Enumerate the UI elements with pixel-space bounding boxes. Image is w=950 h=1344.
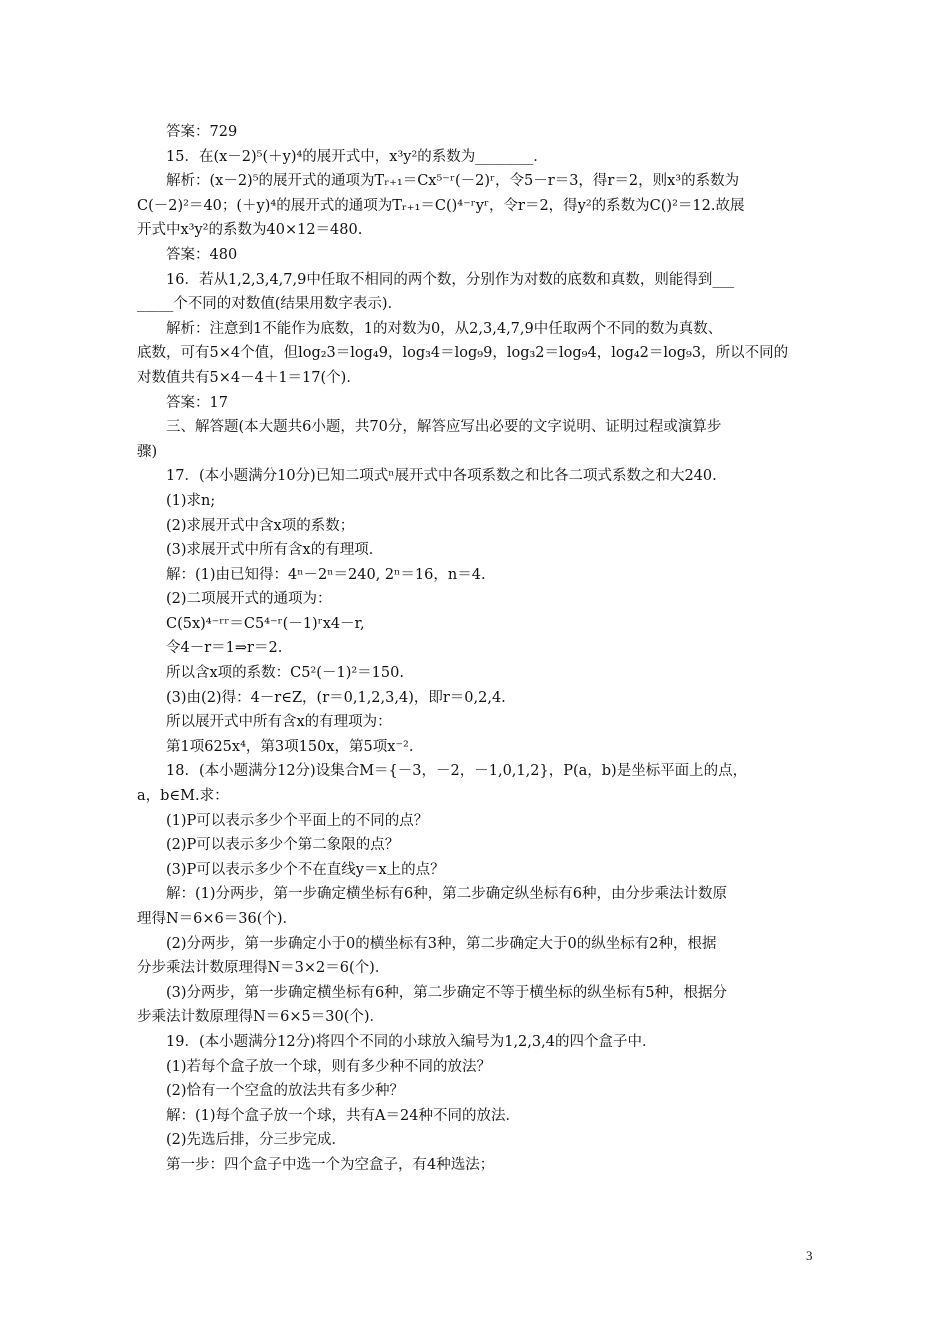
text-line: 19．(本小题满分12分)将四个不同的小球放入编号为1,2,3,4的四个盒子中．: [166, 1033, 657, 1050]
text-line: (1)求n;: [166, 492, 216, 509]
text-line: 理得N＝6×6＝36(个)．: [137, 911, 298, 927]
document-body: [137, 120, 817, 1178]
text-line: 答案：480: [166, 246, 238, 263]
text-line: 解析：(x－2)⁵的展开式的通项为Tᵣ₊₁＝Cx⁵⁻ʳ(－2)ʳ，令5－r＝3，得r＝2，则x³的系数为: [166, 173, 740, 190]
text-line: (2)先选后排，分三步完成．: [166, 1132, 347, 1149]
text-line: (1)若每个盒子放一个球，则有多少种不同的放法？: [166, 1058, 492, 1075]
text-line: 所以含x项的系数：C5²(－1)²＝150.: [166, 665, 404, 682]
text-line: 解析：注意到1不能作为底数，1的对数为0，从2,3,4,7,9中任取两个不同的数为真数、: [166, 320, 723, 337]
text-line: 答案：729: [166, 124, 238, 140]
text-line: 第一步：四个盒子中选一个为空盒子，有4种选法；: [166, 1156, 495, 1173]
text-line: (2)恰有一个空盒的放法共有多少种？: [166, 1083, 405, 1100]
text-line: a，b∈M.求：: [137, 788, 229, 805]
text-line: 三、解答题(本大题共6小题，共70分，解答应写出必要的文字说明、证明过程或演算步: [166, 419, 722, 436]
text-line: (2)二项展开式的通项为：: [166, 591, 332, 608]
page-number: 3: [806, 1248, 813, 1263]
text-line: (1)P可以表示多少个平面上的不同的点？: [166, 812, 429, 829]
text-line: 解：(1)由已知得：4ⁿ－2ⁿ＝240, 2ⁿ＝16，n＝4.: [166, 566, 486, 583]
text-line: (3)P可以表示多少个不在直线y＝x上的点？: [166, 861, 445, 878]
text-line: 17．(本小题满分10分)已知二项式ⁿ展开式中各项系数之和比各二项式系数之和大240.: [166, 468, 717, 485]
text-line: 第1项625x⁴，第3项150x，第5项x⁻².: [166, 738, 414, 755]
text-line: (2)P可以表示多少个第二象限的点？: [166, 837, 400, 854]
text-line: 答案：17: [166, 394, 228, 411]
text-line: (3)求展开式中所有含x的有理项．: [166, 542, 384, 559]
text-line: 16．若从1,2,3,4,7,9中任取不相同的两个数，分别作为对数的底数和真数，则能得到___: [166, 271, 735, 288]
text-line: 底数，可有5×4个值，但log₂3＝log₄9，log₃4＝log₉9，log₃2＝log₉4，log₄2＝log₉3，所以不同的: [137, 345, 789, 362]
text-line: (2)求展开式中含x项的系数；: [166, 517, 355, 534]
text-line: (3)分两步，第一步确定横坐标有6种，第二步确定不等于横坐标的纵坐标有5种，根据分: [166, 984, 727, 1001]
text-line: C(5x)⁴⁻ʳʳ＝C5⁴⁻ʳ(－1)ʳx4－r,: [166, 615, 365, 632]
text-line: C(－2)²＝40；(＋y)⁴的展开式的通项为Tᵣ₊₁＝C()⁴⁻ʳyʳ，令r＝2，得y²的系数为C()²＝12.故展: [137, 197, 745, 214]
text-line: 18．(本小题满分12分)设集合M＝{－3，－2，－1,0,1,2}，P(a，b)是坐标平面上的点，: [166, 763, 748, 780]
text-line: 所以展开式中所有含x的有理项为：: [166, 714, 392, 731]
text-line: 解：(1)分两步，第一步确定横坐标有6种，第二步确定纵坐标有6种，由分步乘法计数原: [166, 886, 727, 903]
text-line: 步乘法计数原理得N＝6×5＝30(个)．: [137, 1009, 385, 1026]
text-line: 令4－r＝1⇒r＝2.: [166, 640, 283, 657]
text-line: (3)由(2)得：4－r∈Z，(r＝0,1,2,3,4)，即r＝0,2,4.: [166, 689, 506, 706]
text-line: _____个不同的对数值(结果用数字表示)．: [137, 296, 403, 313]
text-line: (2)分两步，第一步确定小于0的横坐标有3种，第二步确定大于0的纵坐标有2种，根据: [166, 935, 717, 952]
text-line: 解：(1)每个盒子放一个球，共有A＝24种不同的放法．: [166, 1107, 520, 1124]
text-line: 对数值共有5×4－4＋1＝17(个)．: [137, 369, 361, 386]
text-line: 15．在(x－2)⁵(＋y)⁴的展开式中，x³y²的系数为________．: [166, 148, 548, 165]
text-line: 分步乘法计数原理得N＝3×2＝6(个)．: [137, 960, 390, 977]
text-line: 开式中x³y²的系数为40×12＝480.: [137, 222, 363, 239]
text-line: 骤): [137, 443, 158, 460]
